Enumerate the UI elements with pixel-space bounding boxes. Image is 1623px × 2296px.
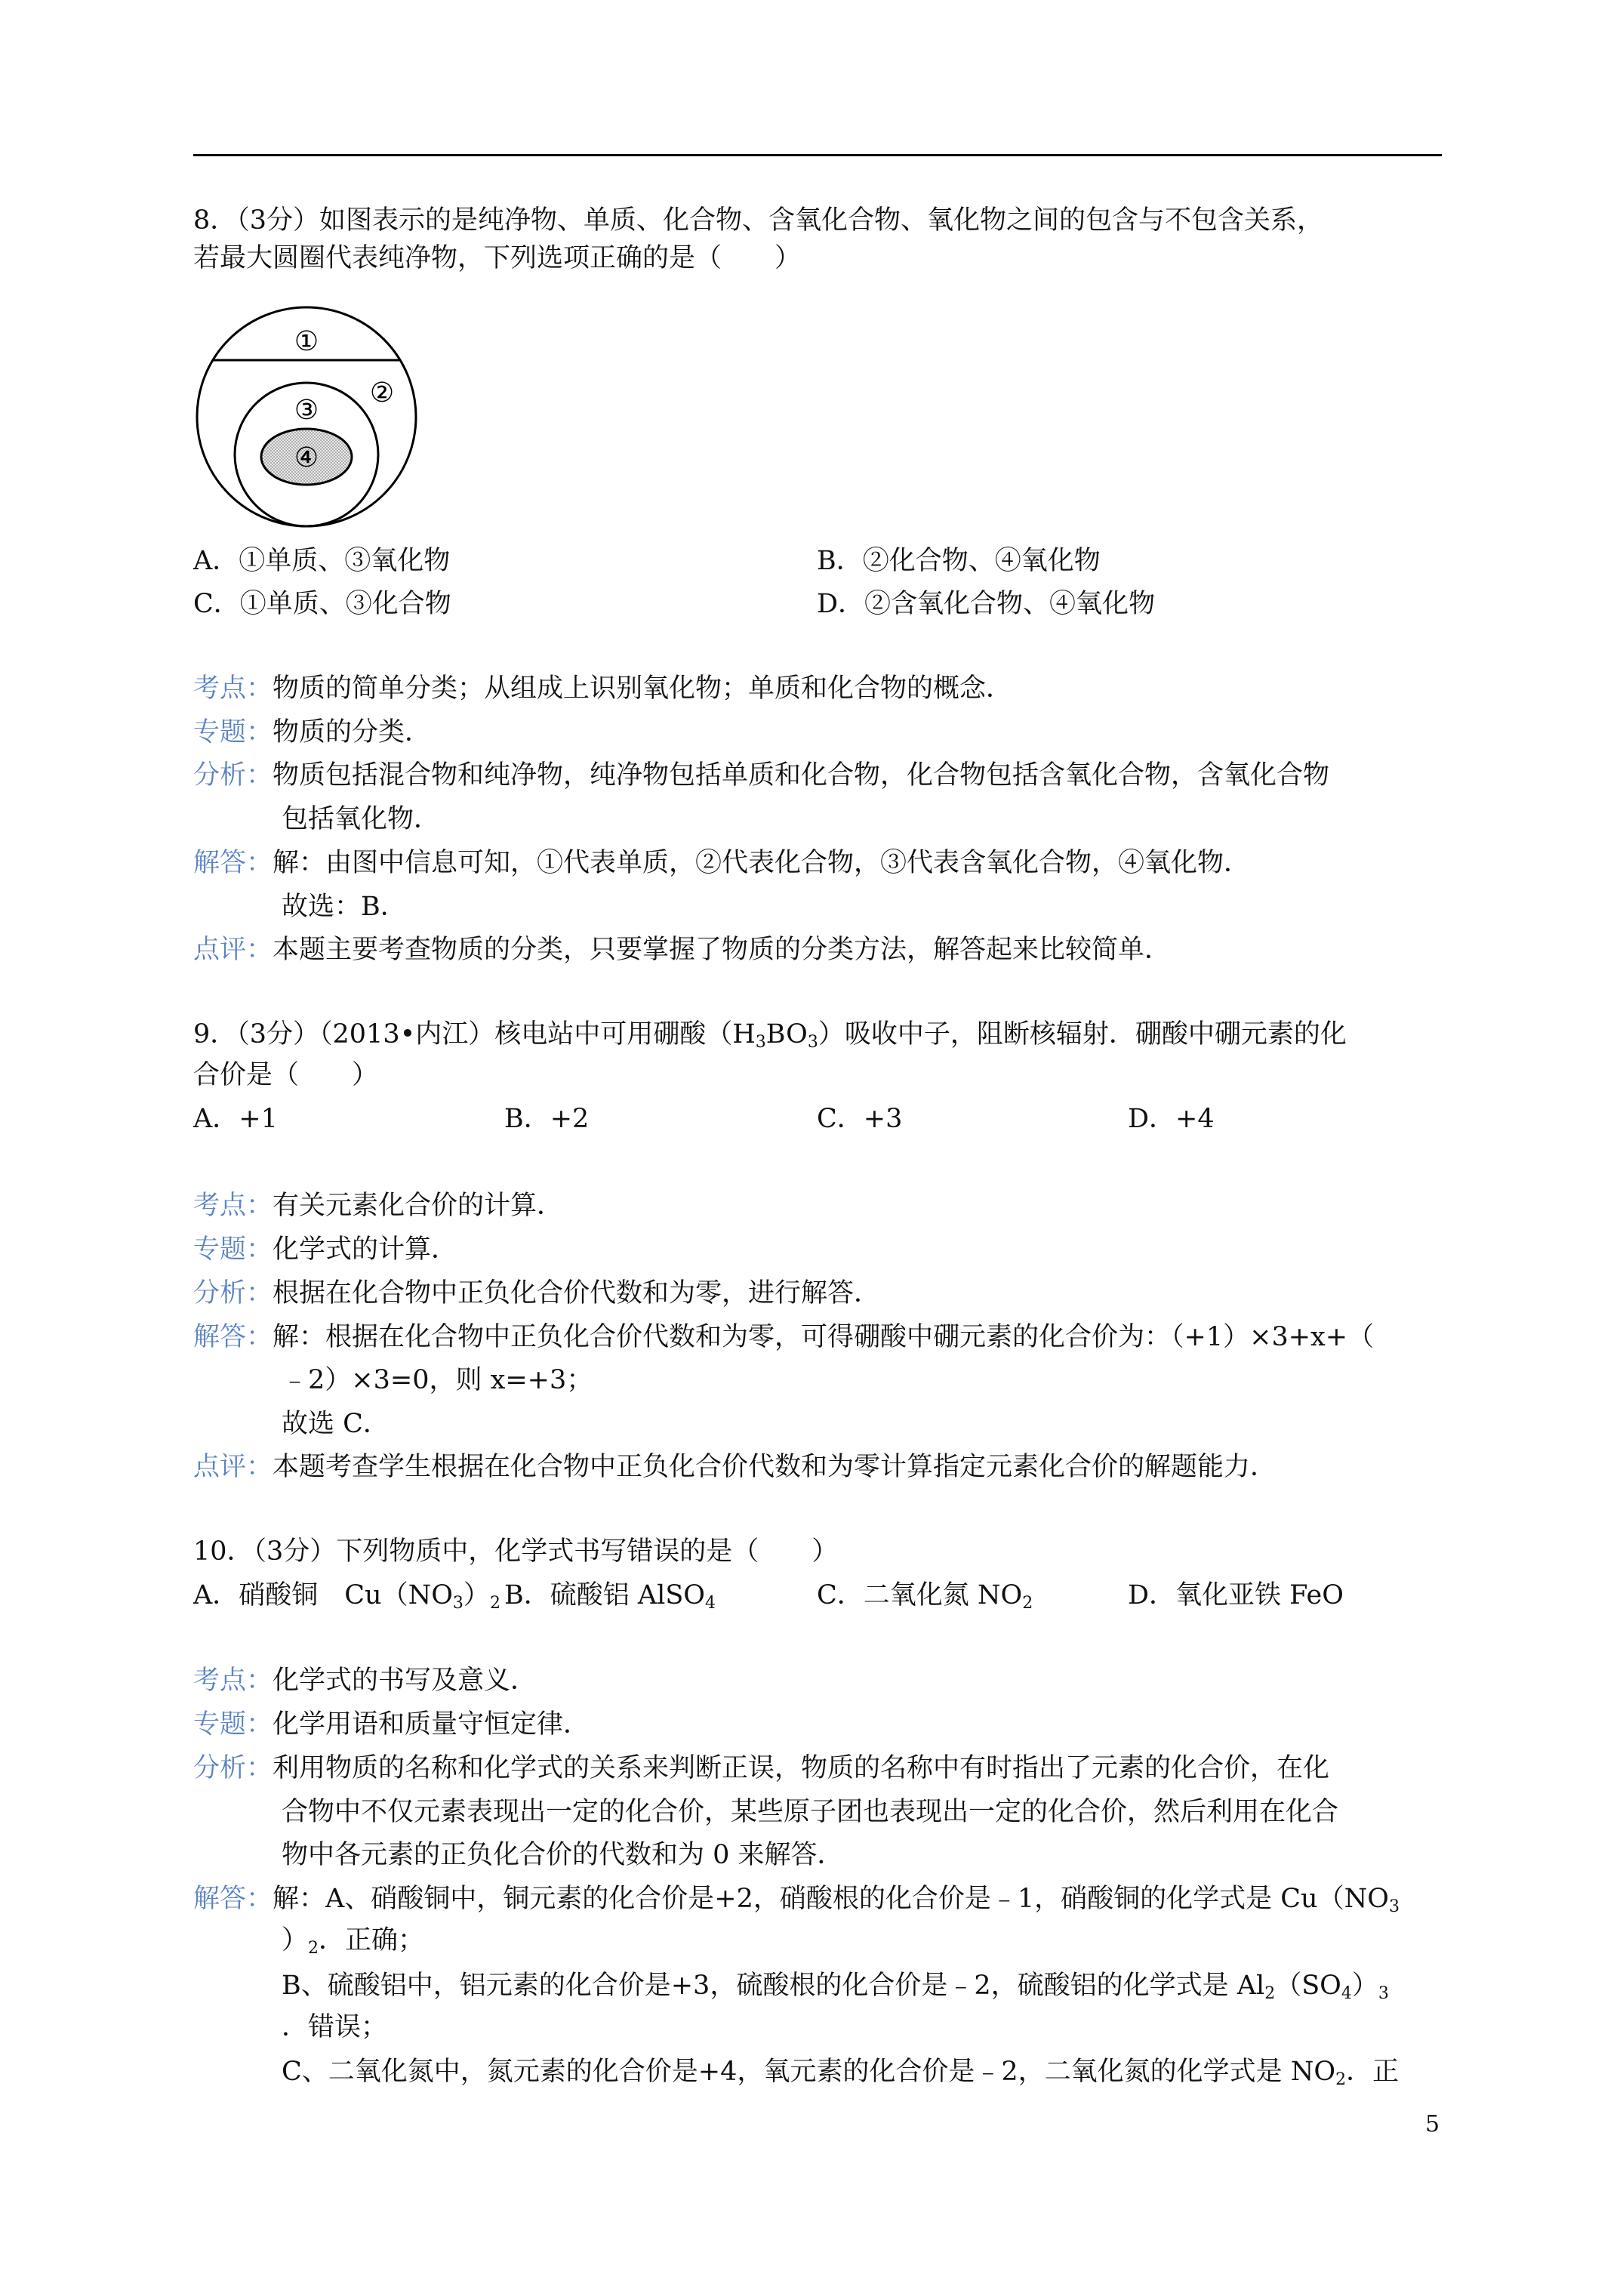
label-circle-4: ④ (294, 442, 319, 473)
q9-kaodian: 考点：有关元素化合价的计算． (193, 1191, 564, 1221)
q8-stem-line-1: 8．（3分）如图表示的是纯净物、单质、化合物、含氧化合物、氧化物之间的包含与不包含关系， (193, 205, 1324, 236)
q10-fenxi-line-3: 物中各元素的正负化合价的代数和为 0 来解答． (282, 1840, 844, 1870)
header-rule (193, 154, 1442, 156)
q8-zhuanti: 专题：物质的分类． (193, 717, 432, 747)
q8-stem-line-2: 若最大圆圈代表纯净物，下列选项正确的是（ ） (193, 243, 802, 273)
q8-kaodian: 考点：物质的简单分类；从组成上识别氧化物；单质和化合物的概念． (193, 673, 1013, 704)
q10-kaodian: 考点：化学式的书写及意义． (193, 1666, 537, 1696)
q8-fenxi: 分析：物质包括混合物和纯净物，纯净物包括单质和化合物，化合物包括含氧化合物，含氧化合物 (193, 760, 1330, 791)
q9-option-d: D．+4 (1128, 1104, 1215, 1134)
q10-jieda-line-5: C、二氧化氮中，氮元素的化合价是+4，氧元素的化合价是﹣2，二氧化氮的化学式是 $NO_2$．正 (282, 2057, 1400, 2089)
q10-jieda-line-3: B、硫酸铝中，铝元素的化合价是+3，硫酸根的化合价是﹣2，硫酸铝的化学式是 $Al_2(SO_4)_3$ (282, 1971, 1389, 2003)
q8-option-a: A．①单质、③氧化物 (193, 546, 451, 576)
q10-jieda-line-2: ）$_2$．正确； (282, 1925, 425, 1958)
q10-option-a: A．硝酸铜 $Cu(NO_3)_2$ (193, 1580, 500, 1613)
q9-jieda-line-3: 故选 C． (282, 1409, 390, 1439)
q8-dianping: 点评：本题主要考查物质的分类，只要掌握了物质的分类方法，解答起来比较简单． (193, 935, 1172, 965)
q9-option-c: C．+3 (817, 1104, 903, 1134)
classification-circle-diagram (193, 304, 450, 530)
q10-fenxi: 分析：利用物质的名称和化学式的关系来判断正误，物质的名称中有时指出了元素的化合价，在化 (193, 1753, 1330, 1783)
q10-jieda: 解答：解：A、硝酸铜中，铜元素的化合价是+2，硝酸根的化合价是﹣1，硝酸铜的化学式是 $Cu(NO_3$ (193, 1884, 1400, 1916)
q10-option-b: B．硫酸铝 AlSO$_4$ (504, 1580, 716, 1613)
q8-fenxi-line-2: 包括氧化物． (282, 804, 441, 834)
q9-fenxi: 分析：根据在化合物中正负化合价代数和为零，进行解答． (193, 1278, 881, 1308)
q9-stem-line-1: 9．（3分）（2013•内江）核电站中可用硼酸$(H_3BO_3)$吸收中子，阻断核辐射．硼酸中硼元素的化 (193, 1019, 1347, 1052)
q9-jieda-line-2: ﹣2）×3=0，则 x=+3； (282, 1365, 593, 1395)
q10-zhuanti: 专题：化学用语和质量守恒定律． (193, 1709, 590, 1740)
q9-option-b: B．+2 (504, 1104, 590, 1134)
q10-option-d: D．氧化亚铁 FeO (1128, 1580, 1344, 1610)
q8-option-c: C．①单质、③化合物 (193, 589, 451, 619)
q9-option-a: A．+1 (193, 1104, 278, 1134)
q10-option-c: C．二氧化氮 $NO_2$ (817, 1580, 1033, 1613)
q9-zhuanti: 专题：化学式的计算． (193, 1234, 458, 1265)
q10-stem: 10．（3分）下列物质中，化学式书写错误的是（ ） (193, 1536, 839, 1567)
page-number: 5 (1425, 2111, 1440, 2137)
q9-dianping: 点评：本题考查学生根据在化合物中正负化合价代数和为零计算指定元素化合价的解题能力． (193, 1452, 1277, 1482)
label-circle-3: ③ (294, 395, 319, 426)
q10-jieda-line-4: ．错误； (282, 2012, 388, 2042)
q8-jieda: 解答：解：由图中信息可知，①代表单质，②代表化合物，③代表含氧化合物，④氧化物． (193, 848, 1251, 878)
q9-jieda: 解答：解：根据在化合物中正负化合价代数和为零，可得硼酸中硼元素的化合价为：（+1）×3+x+（ (193, 1322, 1375, 1352)
q8-jieda-line-2: 故选：B． (282, 892, 407, 922)
label-circle-1: ① (294, 326, 319, 357)
q10-fenxi-line-2: 合物中不仅元素表现出一定的化合价，某些原子团也表现出一定的化合价，然后利用在化合 (282, 1797, 1339, 1827)
q9-stem-line-2: 合价是（ ） (193, 1060, 379, 1090)
q8-option-b: B．②化合物、④氧化物 (817, 546, 1101, 576)
label-circle-2: ② (369, 378, 395, 408)
q8-option-d: D．②含氧化合物、④氧化物 (817, 589, 1156, 619)
